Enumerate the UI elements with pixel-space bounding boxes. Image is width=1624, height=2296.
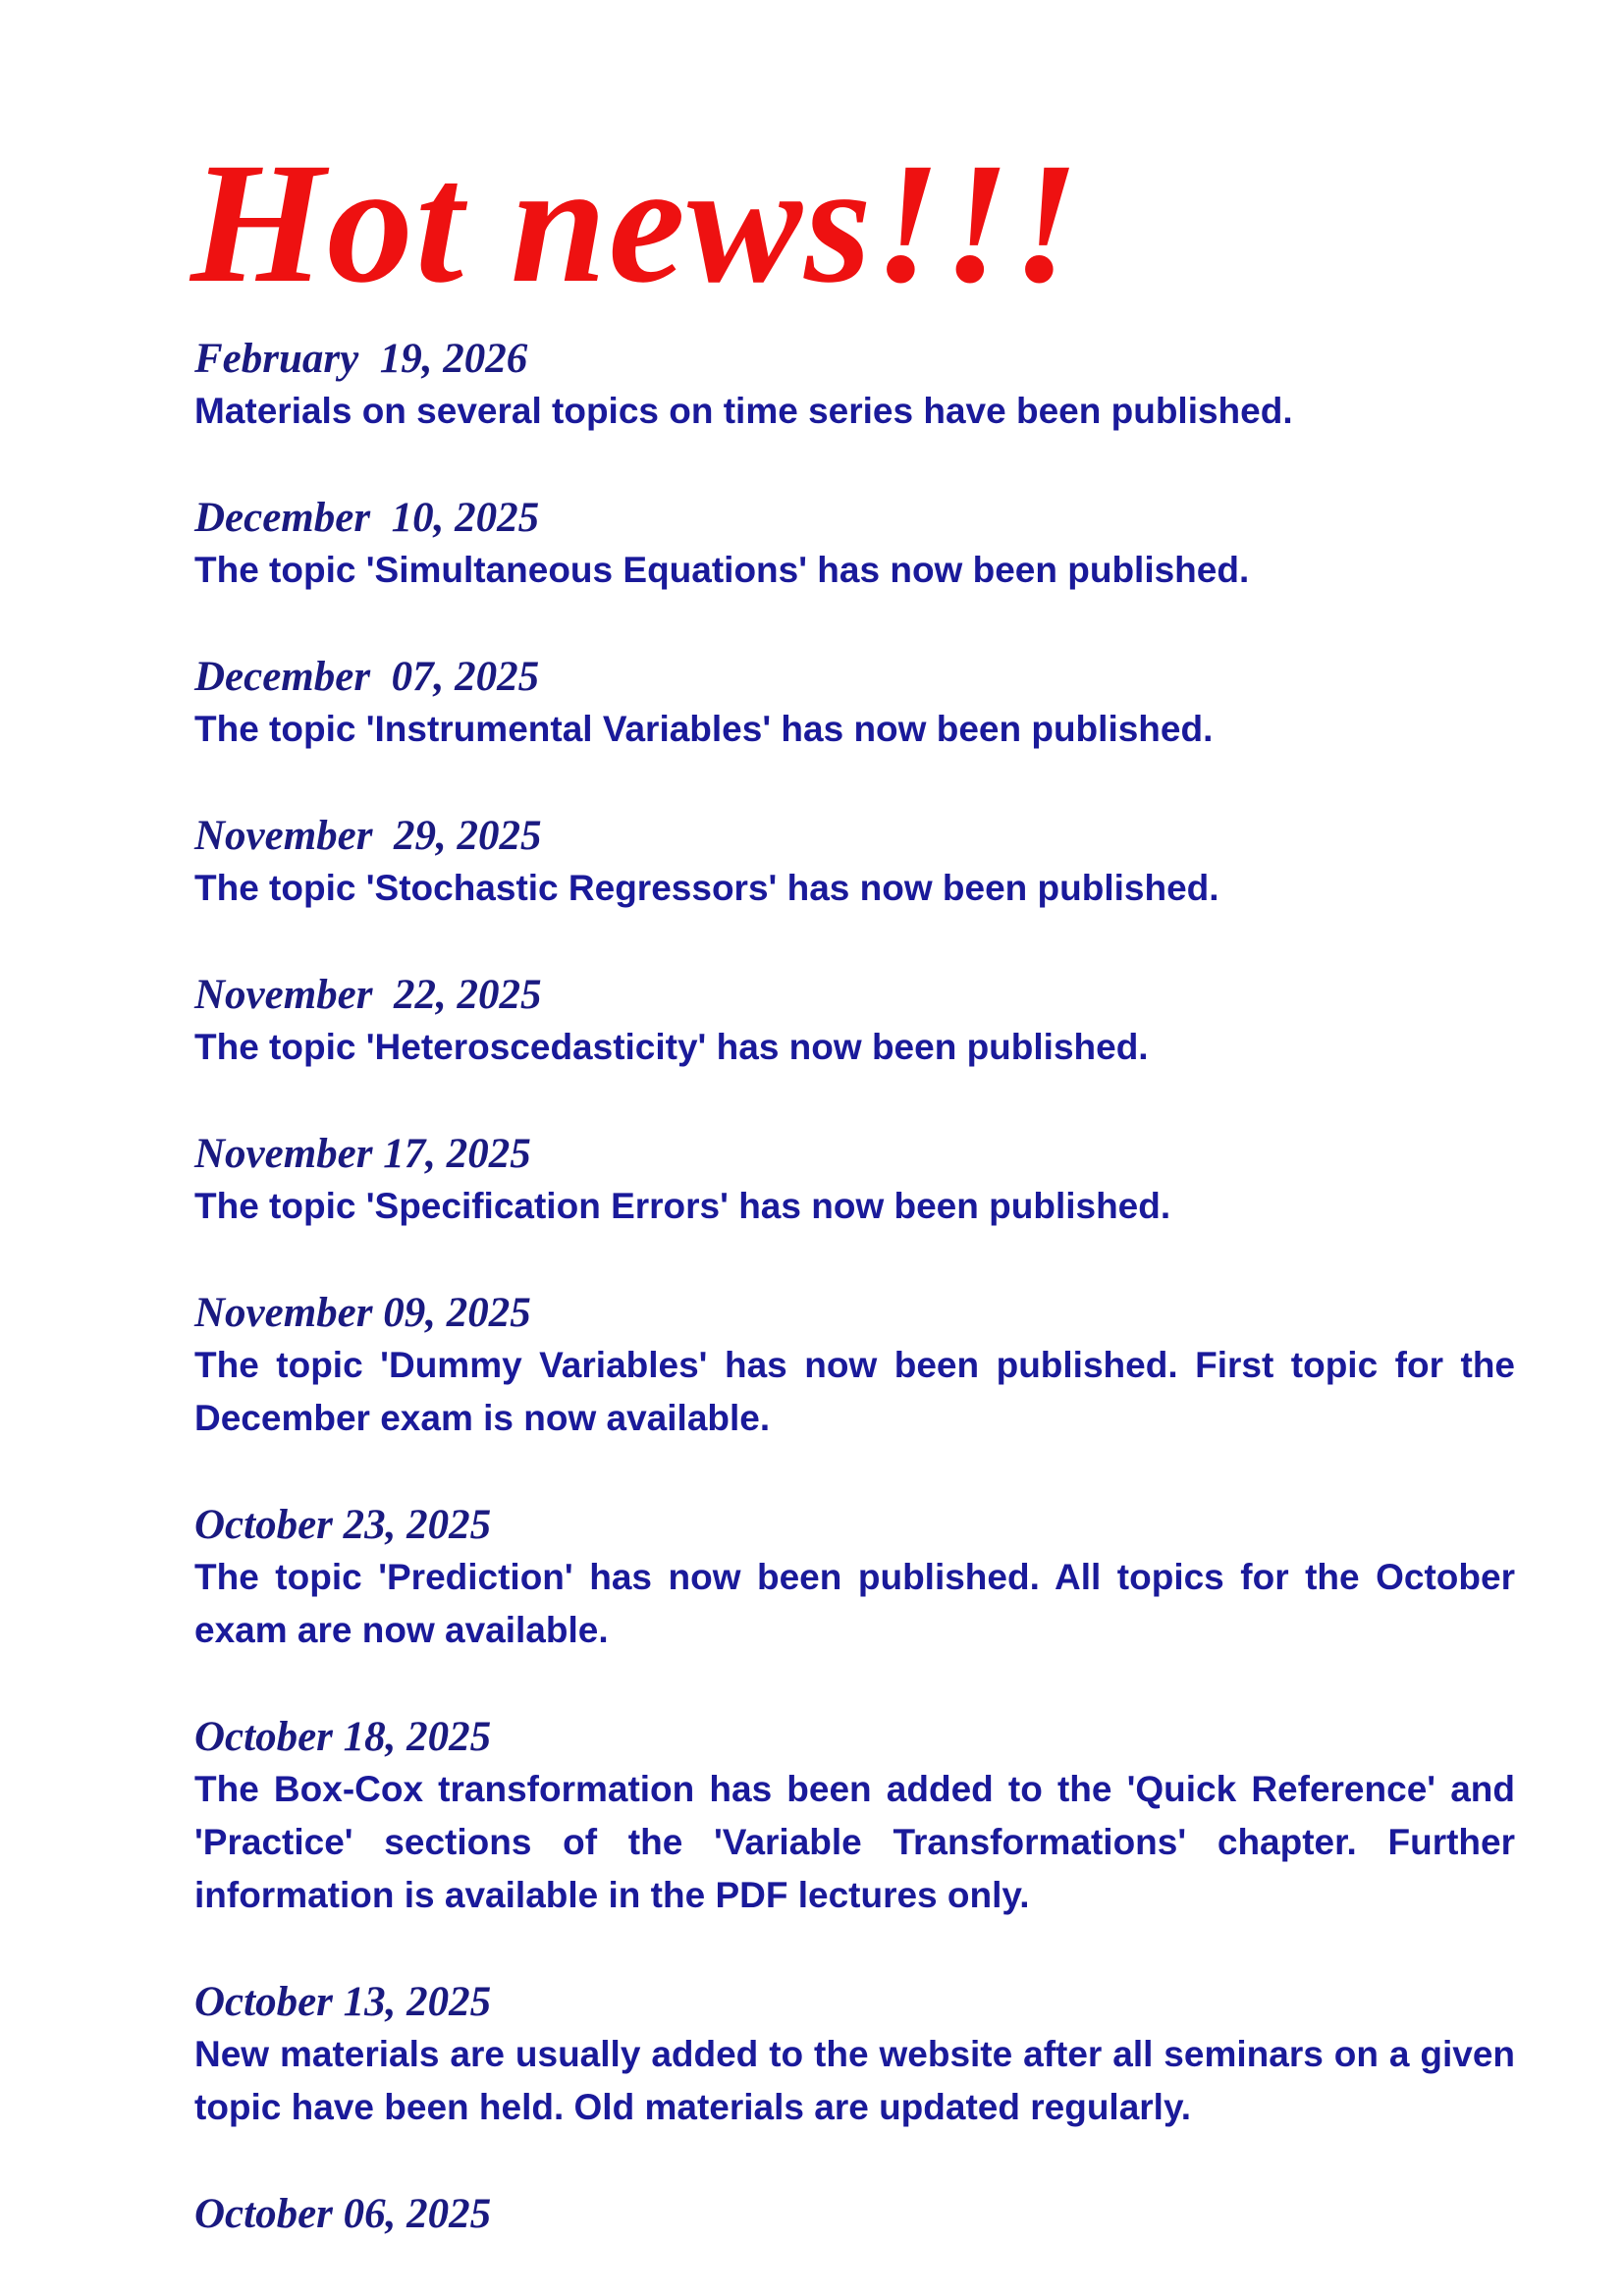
news-text: The topic 'Simultaneous Equations' has now been published. [194, 550, 1250, 590]
news-page [190, 128, 1515, 2295]
news-entry [194, 2189, 1515, 2240]
news-entry [194, 652, 1515, 756]
news-date: October 23, 2025 [194, 1502, 492, 1548]
news-entry [194, 1977, 1515, 2134]
news-text: The topic 'Specification Errors' has now been published. [194, 1186, 1171, 1226]
news-text: The topic 'Prediction' has now been published. All topics for the October exam are now available. [194, 1557, 1515, 1650]
news-entry [194, 1129, 1515, 1233]
news-date: November 22, 2025 [194, 972, 542, 1018]
news-text: The Box-Cox transformation has been added to the 'Quick Reference' and 'Practice' sections of the 'Variable Transformations' chapter. Further information is available in the PDF lectures only. [194, 1769, 1515, 1915]
news-text: New materials are usually added to the website after all seminars on a given topic have been held. Old materials are updated regularly. [194, 2034, 1515, 2127]
news-text: The topic 'Heteroscedasticity' has now been published. [194, 1027, 1149, 1067]
news-entry [194, 811, 1515, 915]
news-date: November 09, 2025 [194, 1290, 531, 1336]
news-entry [194, 334, 1515, 438]
news-text: The topic 'Dummy Variables' has now been published. First topic for the December exam is now available. [194, 1345, 1515, 1438]
news-date: November 29, 2025 [194, 813, 542, 859]
news-entry [194, 1500, 1515, 1657]
news-date: December 10, 2025 [194, 495, 540, 541]
news-text: The topic 'Stochastic Regressors' has now been published. [194, 868, 1219, 908]
news-entry [194, 1288, 1515, 1445]
news-date: October 13, 2025 [194, 1979, 492, 2025]
news-text: The topic 'Instrumental Variables' has now been published. [194, 709, 1214, 749]
news-date: October 06, 2025 [194, 2191, 492, 2237]
news-date: December 07, 2025 [194, 654, 540, 700]
news-date: February 19, 2026 [194, 336, 528, 382]
news-entry [194, 493, 1515, 597]
news-entry [194, 1712, 1515, 1922]
page-title: Hot news!!! [190, 128, 1082, 319]
news-date: October 18, 2025 [194, 1714, 492, 1760]
news-entry [194, 970, 1515, 1074]
news-text: Materials on several topics on time series have been published. [194, 391, 1293, 431]
news-date: November 17, 2025 [194, 1131, 531, 1177]
